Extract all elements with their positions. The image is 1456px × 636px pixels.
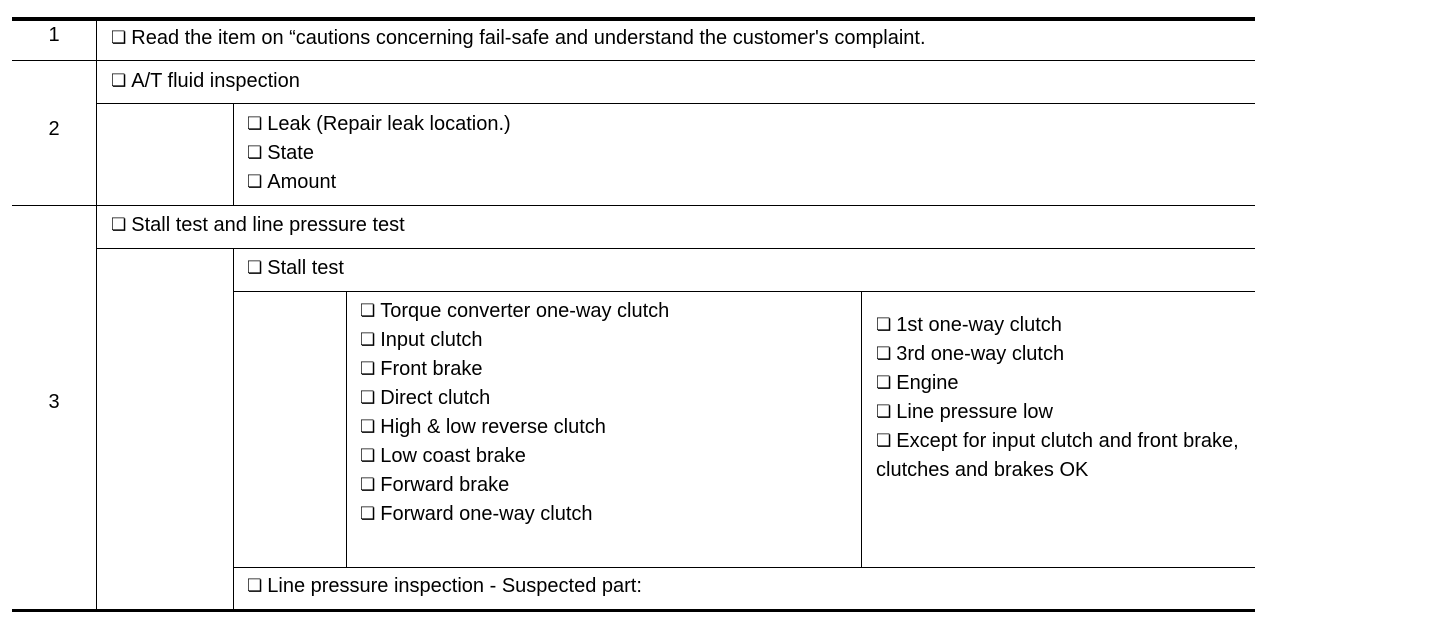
- checkbox-icon: ❏: [876, 431, 892, 450]
- checklist-group: [247, 110, 511, 197]
- checkbox-icon: ❏: [360, 388, 376, 407]
- checklist-item: ❏ 3rd one-way clutch: [876, 343, 1065, 365]
- table-bottom-rule: [12, 609, 1255, 612]
- checklist-item: [247, 254, 344, 283]
- checkbox-icon: ❏: [360, 359, 376, 378]
- step-number: 2: [48, 118, 60, 140]
- row-divider: [12, 205, 1255, 206]
- checkbox-icon: ❏: [360, 330, 376, 349]
- checklist-item: ❏ High & low reverse clutch: [360, 416, 606, 438]
- checklist-item: ❏ Front brake: [360, 358, 483, 380]
- section-header: Stall test and line pressure test: [131, 214, 405, 236]
- column-divider: [233, 248, 234, 610]
- column-divider: [96, 19, 97, 610]
- checkbox-icon: ❏: [360, 446, 376, 465]
- checklist-item: [111, 67, 300, 96]
- checkbox-icon: ❏: [360, 504, 376, 523]
- checklist-item: ❏ Line pressure low: [876, 401, 1053, 423]
- inspection-table: [12, 17, 1255, 612]
- checkbox-icon: ❏: [360, 301, 376, 320]
- checklist-item: ❏ State: [247, 142, 314, 164]
- checklist-item: ❏ Forward one-way clutch: [360, 503, 593, 525]
- step-number: 1: [48, 24, 60, 46]
- row-divider: [233, 291, 1255, 292]
- row-divider: [96, 103, 1255, 104]
- checklist-item: ❏ Direct clutch: [360, 387, 491, 409]
- subsection-header: Stall test: [267, 257, 344, 279]
- checklist-item: ❏ Torque converter one-way clutch: [360, 300, 670, 322]
- checklist-group-left: [360, 297, 669, 529]
- checklist-item: [247, 572, 642, 601]
- row-divider: [233, 567, 1255, 568]
- checklist-item: [111, 24, 926, 53]
- checkbox-icon: ❏: [111, 28, 127, 47]
- column-divider: [233, 103, 234, 206]
- line-pressure-inspection: Line pressure inspection - Suspected part:: [267, 575, 642, 597]
- section-header: A/T fluid inspection: [131, 70, 300, 92]
- checkbox-icon: ❏: [876, 344, 892, 363]
- row-divider: [12, 60, 1255, 61]
- item-text: Read the item on “cautions concerning fail-safe and understand the customer's complaint.: [131, 27, 926, 49]
- checkbox-icon: ❏: [247, 576, 263, 595]
- checkbox-icon: ❏: [360, 475, 376, 494]
- table-top-rule: [12, 17, 1255, 21]
- checklist-item: [111, 211, 405, 240]
- checklist-group-right: [876, 311, 1248, 485]
- column-divider: [346, 291, 347, 568]
- checkbox-icon: ❏: [876, 373, 892, 392]
- step-number: 3: [48, 391, 60, 413]
- checklist-item: ❏ Except for input clutch and front brake, clutches and brakes OK: [876, 430, 1239, 481]
- checkbox-icon: ❏: [247, 172, 263, 191]
- checklist-item: ❏ Leak (Repair leak location.): [247, 113, 511, 135]
- checkbox-icon: ❏: [247, 258, 263, 277]
- checklist-item: ❏ Forward brake: [360, 474, 510, 496]
- checkbox-icon: ❏: [876, 315, 892, 334]
- checkbox-icon: ❏: [247, 143, 263, 162]
- checklist-item: ❏ Input clutch: [360, 329, 483, 351]
- checkbox-icon: ❏: [111, 215, 127, 234]
- checklist-item: ❏ Engine: [876, 372, 959, 394]
- checkbox-icon: ❏: [247, 114, 263, 133]
- row-divider: [96, 248, 1255, 249]
- checklist-item: ❏ 1st one-way clutch: [876, 314, 1062, 336]
- column-divider: [861, 291, 862, 568]
- checklist-item: ❏ Low coast brake: [360, 445, 526, 467]
- checkbox-icon: ❏: [876, 402, 892, 421]
- checklist-item: ❏ Amount: [247, 171, 337, 193]
- checkbox-icon: ❏: [111, 71, 127, 90]
- checkbox-icon: ❏: [360, 417, 376, 436]
